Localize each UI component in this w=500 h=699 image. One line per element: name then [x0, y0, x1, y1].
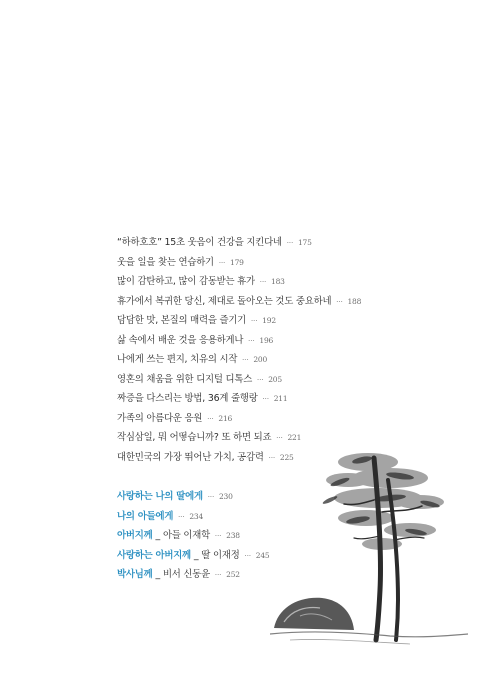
toc-page-number: 234	[189, 511, 204, 521]
toc-page-number: 211	[273, 394, 288, 403]
toc-entry-title: 휴가에서 복귀한 당신, 제대로 돌아오는 것도 중요하네	[117, 295, 332, 307]
toc-page-number: 188	[347, 296, 362, 306]
letter-separator: _	[155, 530, 160, 541]
toc-entry-title: 짜증을 다스리는 방법, 36계 줄행랑	[117, 393, 258, 404]
leader-dots: ···	[241, 355, 249, 364]
toc-entry[interactable]	[117, 292, 417, 312]
leader-dots: ···	[218, 257, 226, 267]
rock	[274, 598, 354, 630]
ground-strokes	[270, 632, 468, 644]
leader-dots: ···	[262, 394, 269, 403]
toc-page-number: 175	[297, 238, 312, 247]
leader-dots: ···	[276, 433, 283, 442]
toc-entry-title: 작심삼일, 뭐 어떻습니까? 또 하면 되죠	[117, 432, 272, 443]
toc-page-number: 252	[226, 570, 240, 579]
letter-title: 사랑하는 나의 딸에게	[117, 491, 203, 502]
letter-title: 아버지께	[117, 530, 153, 541]
toc-entry-title: 웃을 일을 찾는 연습하기	[117, 256, 214, 268]
toc-page-number: 221	[287, 433, 302, 442]
letter-title: 사랑하는 아버지께	[117, 549, 191, 561]
toc-page-number: 183	[271, 277, 285, 286]
letter-writer: 딸 이재정	[201, 549, 240, 561]
ink-painting-svg	[270, 440, 470, 650]
leader-dots: ···	[207, 413, 214, 423]
toc-entry-title: 대한민국의 가장 뛰어난 가치, 공감력	[117, 451, 264, 463]
toc-page-number: 200	[253, 355, 268, 364]
toc-page-number: 245	[255, 550, 270, 560]
leader-dots: ···	[250, 316, 258, 325]
leader-dots: ···	[214, 531, 222, 540]
toc-entry[interactable]	[117, 331, 417, 351]
leader-dots: ···	[259, 277, 267, 286]
letter-separator: _	[155, 569, 160, 580]
toc-page-number: 230	[218, 492, 233, 501]
toc-entry-title: 삶 속에서 배운 것을 응용하게나	[117, 334, 244, 346]
toc-entry[interactable]	[117, 389, 417, 409]
toc-entry[interactable]	[117, 350, 417, 370]
toc-entry-title: 담담한 맛, 본질의 매력을 즐기기	[117, 315, 247, 326]
toc-page-number: 196	[259, 335, 274, 345]
toc-entry-title: 나에게 쓰는 편지, 치유의 시작	[117, 354, 238, 365]
leader-dots: ···	[336, 296, 343, 306]
toc-page-number: 216	[218, 413, 233, 423]
leader-dots: ···	[286, 238, 294, 247]
leader-dots: ···	[244, 550, 251, 560]
toc-entry[interactable]	[117, 370, 417, 390]
leader-dots: ···	[248, 335, 255, 345]
toc-page-number: 192	[262, 316, 276, 325]
ink-pine-tree-and-rock-illustration	[270, 440, 470, 650]
leader-dots: ···	[207, 492, 215, 501]
toc-entry-title: 영혼의 채움을 위한 디지털 디톡스	[117, 373, 253, 385]
toc-entry-title: 많이 감탄하고, 많이 감동받는 휴가	[117, 276, 255, 287]
toc-entry[interactable]	[117, 409, 417, 429]
letter-title: 박사님께	[117, 569, 153, 580]
toc-page-number: 225	[279, 452, 294, 462]
letter-separator: _	[193, 549, 199, 561]
toc-page-number: 238	[226, 531, 240, 540]
toc-page-number: 205	[268, 374, 282, 384]
letter-writer: 아들 이재학	[162, 530, 210, 541]
toc-entry-title: 가족의 아름다운 응원	[117, 412, 203, 424]
toc-entry[interactable]	[117, 253, 417, 273]
toc-entry[interactable]	[117, 233, 417, 253]
toc-entry[interactable]	[117, 272, 417, 292]
letter-writer: 비서 신동윤	[162, 569, 210, 580]
toc-page-number: 179	[230, 257, 244, 267]
leader-dots: ···	[268, 452, 276, 462]
toc-entry-title: “하하호호” 15초 웃음이 건강을 지킨다네	[117, 237, 282, 248]
leader-dots: ···	[256, 374, 264, 384]
leader-dots: ···	[214, 570, 222, 579]
letter-title: 나의 아들에게	[117, 510, 174, 522]
leader-dots: ···	[177, 511, 185, 521]
toc-entry[interactable]	[117, 311, 417, 331]
